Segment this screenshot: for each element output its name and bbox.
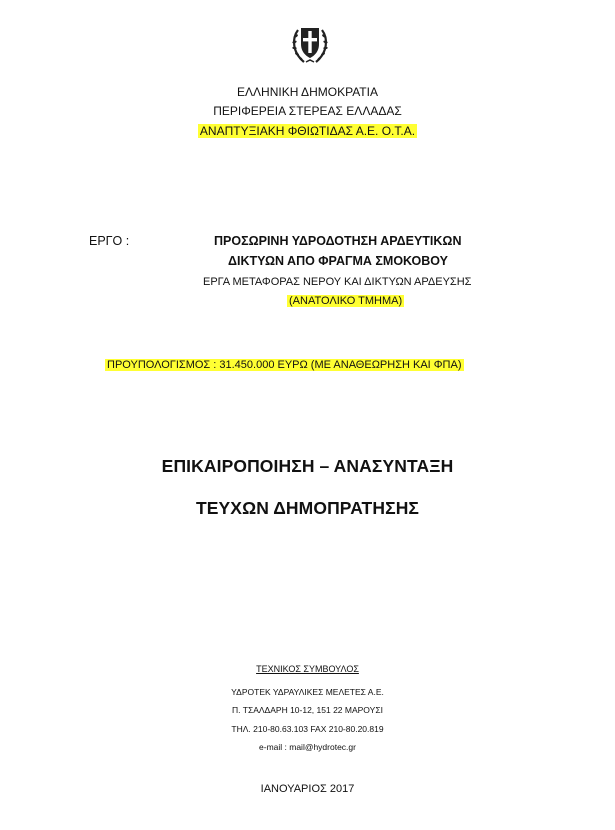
- budget-text: ΠΡΟΥΠΟΛΟΓΙΣΜΟΣ : 31.450.000 ΕΥΡΩ (ΜΕ ΑΝΑΘΕΩΡΗΣΗ ΚΑΙ ΦΠΑ): [107, 359, 462, 371]
- consultant-email: e-mail : mail@hydrotec.gr: [259, 742, 356, 752]
- main-title-line2: ΤΕΥΧΩΝ ΔΗΜΟΠΡΑΤΗΣΗΣ: [195, 498, 420, 518]
- document-date: ΙΑΝΟΥΑΡΙΟΣ 2017: [260, 783, 355, 795]
- consultant-company: ΥΔΡΟΤΕΚ ΥΔΡΑΥΛΙΚΕΣ ΜΕΛΕΤΕΣ Α.Ε.: [231, 687, 384, 697]
- budget-line: [105, 359, 464, 371]
- region-name: ΠΕΡΙΦΕΡΕΙΑ ΣΤΕΡΕΑΣ ΕΛΛΑΔΑΣ: [213, 104, 402, 118]
- country-name: ΕΛΛΗΝΙΚΗ ΔΗΜΟΚΡΑΤΙΑ: [237, 85, 378, 99]
- consultant-heading: ΤΕΧΝΙΚΟΣ ΣΥΜΒΟΥΛΟΣ: [256, 664, 359, 674]
- project-title-line1: ΠΡΟΣΩΡΙΝΗ ΥΔΡΟΔΟΤΗΣΗ ΑΡΔΕΥΤΙΚΩΝ: [214, 234, 462, 248]
- project-subtitle: ΕΡΓΑ ΜΕΤΑΦΟΡΑΣ ΝΕΡΟΥ ΚΑΙ ΔΙΚΤΥΩΝ ΑΡΔΕΥΣΗΣ: [203, 276, 472, 288]
- project-section-line: [287, 295, 404, 307]
- project-section: (ΑΝΑΤΟΛΙΚΟ ΤΜΗΜΑ): [289, 295, 403, 307]
- project-title-line2: ΔΙΚΤΥΩΝ ΑΠΟ ΦΡΑΓΜΑ ΣΜΟΚΟΒΟΥ: [228, 254, 448, 268]
- project-label: ΕΡΓΟ :: [89, 234, 130, 248]
- greek-coat-of-arms-icon: [290, 22, 330, 66]
- consultant-phone: ΤΗΛ. 210-80.63.103 FAX 210-80.20.819: [231, 724, 384, 734]
- consultant-address: Π. ΤΣΑΛΔΑΡΗ 10-12, 151 22 ΜΑΡΟΥΣΙ: [232, 705, 383, 715]
- agency-line: [0, 123, 615, 139]
- main-title-line1: ΕΠΙΚΑΙΡΟΠΟΙΗΣΗ – ΑΝΑΣΥΝΤΑΞΗ: [161, 456, 454, 476]
- agency-name: ΑΝΑΠΤΥΞΙΑΚΗ ΦΘΙΩΤΙΔΑΣ Α.Ε. Ο.Τ.Α.: [199, 124, 416, 138]
